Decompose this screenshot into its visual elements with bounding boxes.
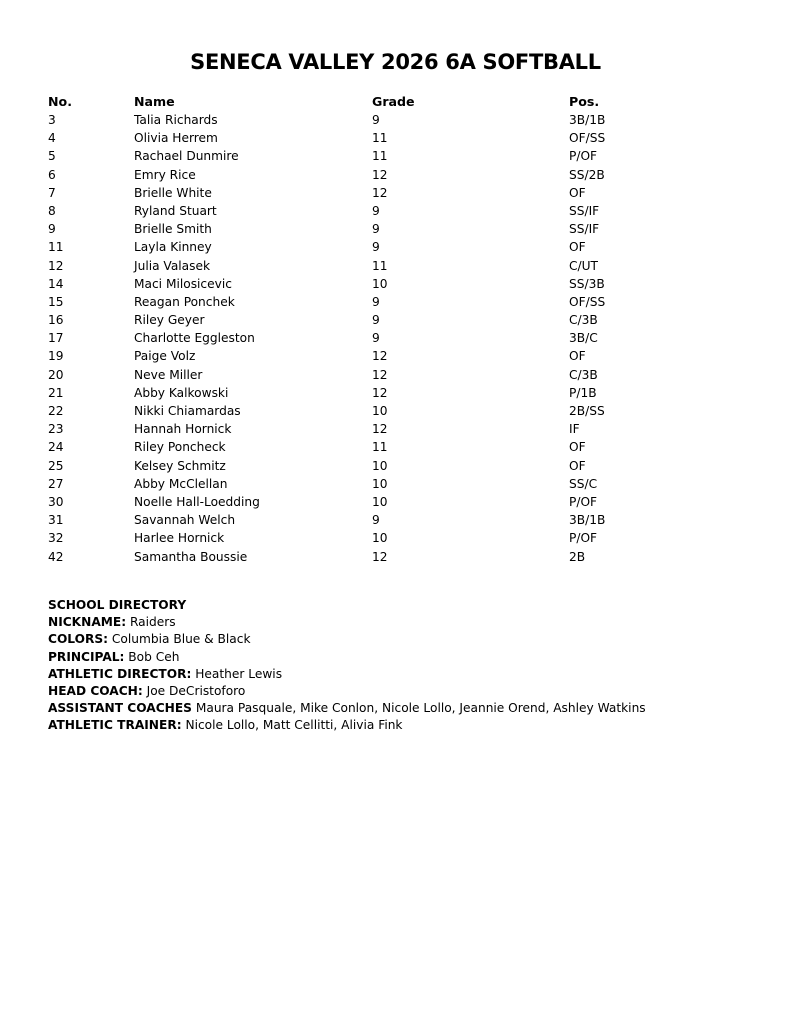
table-row bbox=[48, 420, 748, 438]
directory-value: Joe DeCristoforo bbox=[146, 684, 246, 699]
player-grade: 10 bbox=[372, 531, 388, 546]
player-name: Samantha Boussie bbox=[134, 549, 248, 564]
table-row bbox=[48, 384, 748, 402]
table-row bbox=[48, 548, 748, 566]
table-row bbox=[48, 147, 748, 165]
player-position: C/UT bbox=[569, 258, 598, 273]
table-row bbox=[48, 402, 748, 420]
player-number: 27 bbox=[48, 476, 64, 491]
player-name: Brielle Smith bbox=[134, 222, 212, 237]
player-name: Ryland Stuart bbox=[134, 203, 217, 218]
player-grade: 9 bbox=[372, 203, 380, 218]
player-number: 14 bbox=[48, 276, 64, 291]
table-row bbox=[48, 438, 748, 456]
player-position: OF bbox=[569, 440, 586, 455]
player-grade: 9 bbox=[372, 240, 380, 255]
player-grade: 11 bbox=[372, 258, 388, 273]
player-number: 12 bbox=[48, 258, 64, 273]
table-row bbox=[48, 311, 748, 329]
player-position: IF bbox=[569, 422, 580, 437]
table-row bbox=[48, 184, 748, 202]
player-grade: 10 bbox=[372, 276, 388, 291]
table-row bbox=[48, 238, 748, 256]
player-number: 4 bbox=[48, 131, 56, 146]
header-grade: Grade bbox=[372, 94, 415, 109]
player-name: Paige Volz bbox=[134, 349, 196, 364]
directory-value: Nicole Lollo, Matt Cellitti, Alivia Fink bbox=[185, 718, 403, 733]
table-row bbox=[48, 493, 748, 511]
player-position: P/1B bbox=[569, 385, 597, 400]
player-name: Nikki Chiamardas bbox=[134, 404, 241, 418]
directory-item bbox=[48, 631, 748, 648]
player-number: 9 bbox=[48, 222, 56, 237]
player-name: Maci Milosicevic bbox=[134, 276, 232, 291]
directory-value: Raiders bbox=[129, 615, 176, 630]
table-row bbox=[48, 275, 748, 293]
roster-body bbox=[48, 111, 748, 566]
directory-item bbox=[48, 614, 748, 631]
player-name: Olivia Herrem bbox=[134, 131, 218, 146]
player-grade: 12 bbox=[372, 349, 388, 364]
player-name: Layla Kinney bbox=[134, 240, 212, 255]
player-name: Abby McClellan bbox=[134, 476, 228, 491]
player-number: 3 bbox=[48, 113, 56, 127]
player-name: Rachael Dunmire bbox=[134, 149, 239, 164]
player-position: OF bbox=[569, 349, 586, 364]
directory-label: COLORS: bbox=[48, 632, 109, 647]
player-number: 5 bbox=[48, 149, 56, 164]
player-name: Emry Rice bbox=[134, 167, 196, 182]
player-position: 3B/C bbox=[569, 331, 598, 346]
player-grade: 10 bbox=[372, 458, 388, 473]
player-name: Julia Valasek bbox=[134, 258, 211, 273]
player-name: Riley Poncheck bbox=[134, 440, 226, 455]
player-grade: 12 bbox=[372, 167, 388, 182]
player-grade: 10 bbox=[372, 476, 388, 491]
player-position: 3B/1B bbox=[569, 113, 606, 127]
roster-header-row bbox=[48, 93, 748, 111]
player-number: 24 bbox=[48, 440, 64, 455]
directory-label: HEAD COACH: bbox=[48, 684, 143, 699]
player-name: Brielle White bbox=[134, 185, 212, 200]
player-name: Abby Kalkowski bbox=[134, 385, 229, 400]
header-no: No. bbox=[48, 94, 72, 109]
player-position: 2B/SS bbox=[569, 404, 605, 418]
player-number: 6 bbox=[48, 167, 56, 182]
player-name: Riley Geyer bbox=[134, 313, 205, 328]
player-grade: 9 bbox=[372, 513, 380, 528]
directory-label: ATHLETIC DIRECTOR: bbox=[48, 666, 192, 681]
directory-value: Bob Ceh bbox=[128, 649, 180, 664]
table-row bbox=[48, 293, 748, 311]
player-grade: 12 bbox=[372, 185, 388, 200]
player-position: SS/IF bbox=[569, 222, 600, 237]
table-row bbox=[48, 457, 748, 475]
table-row bbox=[48, 511, 748, 529]
table-row bbox=[48, 529, 748, 547]
player-number: 8 bbox=[48, 203, 56, 218]
directory-heading: SCHOOL DIRECTORY bbox=[48, 598, 187, 612]
page-title: SENECA VALLEY 2026 6A SOFTBALL bbox=[190, 50, 601, 74]
directory-value: Maura Pasquale, Mike Conlon, Nicole Lollo, Jeannie Orend, Ashley Watkins bbox=[195, 701, 646, 716]
directory-label: ATHLETIC TRAINER: bbox=[48, 718, 182, 733]
directory-item bbox=[48, 649, 748, 666]
directory-label: NICKNAME: bbox=[48, 615, 127, 630]
directory-value: Heather Lewis bbox=[195, 666, 283, 681]
player-number: 23 bbox=[48, 422, 64, 437]
player-name: Savannah Welch bbox=[134, 513, 236, 528]
player-number: 31 bbox=[48, 513, 64, 528]
player-position: P/OF bbox=[569, 149, 598, 164]
player-grade: 12 bbox=[372, 549, 388, 564]
player-name: Hannah Hornick bbox=[134, 422, 232, 437]
player-grade: 12 bbox=[372, 367, 388, 382]
directory-label: PRINCIPAL: bbox=[48, 649, 125, 664]
player-position: OF bbox=[569, 240, 586, 255]
player-name: Talia Richards bbox=[134, 113, 218, 127]
player-position: SS/IF bbox=[569, 203, 600, 218]
player-position: P/OF bbox=[569, 494, 598, 509]
player-grade: 11 bbox=[372, 149, 388, 164]
player-number: 17 bbox=[48, 331, 64, 346]
player-grade: 11 bbox=[372, 440, 388, 455]
table-row bbox=[48, 220, 748, 238]
player-number: 30 bbox=[48, 494, 64, 509]
player-grade: 12 bbox=[372, 385, 388, 400]
player-name: Reagan Ponchek bbox=[134, 294, 235, 309]
directory-list bbox=[48, 614, 748, 734]
player-name: Noelle Hall-Loedding bbox=[134, 494, 260, 509]
header-pos: Pos. bbox=[569, 94, 600, 109]
directory-label: ASSISTANT COACHES bbox=[48, 701, 192, 716]
player-position: 2B bbox=[569, 549, 586, 564]
table-row bbox=[48, 111, 748, 129]
table-row bbox=[48, 129, 748, 147]
player-name: Harlee Hornick bbox=[134, 531, 225, 546]
table-row bbox=[48, 329, 748, 347]
player-grade: 9 bbox=[372, 113, 380, 127]
table-row bbox=[48, 475, 748, 493]
player-grade: 9 bbox=[372, 294, 380, 309]
table-row bbox=[48, 202, 748, 220]
directory-value: Columbia Blue & Black bbox=[111, 632, 251, 647]
player-position: OF bbox=[569, 185, 586, 200]
player-number: 19 bbox=[48, 349, 64, 364]
player-position: SS/C bbox=[569, 476, 598, 491]
player-number: 32 bbox=[48, 531, 64, 546]
table-row bbox=[48, 257, 748, 275]
player-grade: 9 bbox=[372, 331, 380, 346]
player-number: 7 bbox=[48, 185, 56, 200]
player-position: SS/2B bbox=[569, 167, 605, 182]
player-position: C/3B bbox=[569, 367, 598, 382]
player-grade: 10 bbox=[372, 404, 388, 418]
player-name: Neve Miller bbox=[134, 367, 203, 382]
player-number: 16 bbox=[48, 313, 64, 328]
player-number: 25 bbox=[48, 458, 64, 473]
player-position: OF/SS bbox=[569, 131, 606, 146]
player-grade: 9 bbox=[372, 222, 380, 237]
roster-table bbox=[48, 93, 748, 566]
player-grade: 12 bbox=[372, 422, 388, 437]
player-number: 42 bbox=[48, 549, 64, 564]
header-name: Name bbox=[134, 94, 175, 109]
table-row bbox=[48, 166, 748, 184]
directory-item bbox=[48, 666, 748, 683]
player-number: 21 bbox=[48, 385, 64, 400]
player-position: OF/SS bbox=[569, 294, 606, 309]
player-number: 15 bbox=[48, 294, 64, 309]
player-position: 3B/1B bbox=[569, 513, 606, 528]
table-row bbox=[48, 366, 748, 384]
player-position: OF bbox=[569, 458, 586, 473]
player-position: SS/3B bbox=[569, 276, 605, 291]
directory-item bbox=[48, 700, 748, 717]
directory-item bbox=[48, 683, 748, 700]
player-position: P/OF bbox=[569, 531, 598, 546]
player-number: 11 bbox=[48, 240, 64, 255]
player-name: Charlotte Eggleston bbox=[134, 331, 255, 346]
player-grade: 11 bbox=[372, 131, 388, 146]
school-directory bbox=[48, 597, 748, 735]
player-number: 20 bbox=[48, 367, 64, 382]
player-grade: 10 bbox=[372, 494, 388, 509]
directory-item bbox=[48, 717, 748, 734]
player-position: C/3B bbox=[569, 313, 598, 328]
player-number: 22 bbox=[48, 404, 64, 418]
player-name: Kelsey Schmitz bbox=[134, 458, 226, 473]
player-grade: 9 bbox=[372, 313, 380, 328]
table-row bbox=[48, 347, 748, 365]
